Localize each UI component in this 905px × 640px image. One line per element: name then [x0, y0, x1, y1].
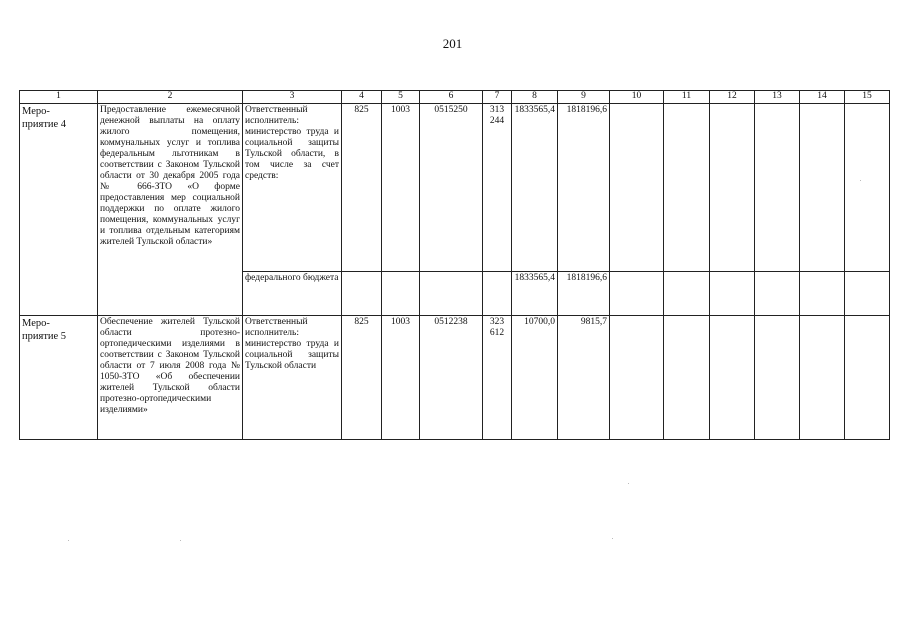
cell-col9: 1818196,6 [558, 104, 610, 272]
cell-col6: 0515250 [420, 104, 483, 272]
cell-col8: 10700,0 [512, 316, 558, 440]
header-cell: 10 [610, 91, 664, 104]
measure-description: Предоставление ежемесячной денежной выплаты на оплату жилого помещения, коммунальных услуг и топлива федеральным льготникам в соответствии с Законом Тульской области от 30 декабря 2005 года № 666-ЗТО «О форме предоставления мер социальной поддержки по оплате жилого помещения, коммунальных услуг и топлива отдельным категориям жителей Тульской области» [98, 104, 243, 316]
cell-col7 [483, 316, 512, 440]
cell-col7-line: 323 [489, 317, 505, 327]
header-cell: 5 [382, 91, 420, 104]
measure-description: Обеспечение жителей Тульской области протезно-ортопедическими изделиями в соответствии с Законом Тульской области от 7 июля 2008 года № 1050-ЗТО «Об обеспечении жителей Тульской области протезно-ортопедическими изделиями» [98, 316, 243, 440]
cell-col8: 1833565,4 [512, 104, 558, 272]
measure-label-line: Меро- [22, 106, 50, 117]
cell-col5 [382, 272, 420, 316]
cell-col12 [710, 104, 755, 272]
cell-col15 [845, 104, 890, 272]
cell-col6 [420, 272, 483, 316]
cell-col12 [710, 316, 755, 440]
header-cell: 12 [710, 91, 755, 104]
header-cell: 1 [20, 91, 98, 104]
scan-speck [860, 180, 861, 181]
cell-col10 [610, 272, 664, 316]
header-cell: 3 [243, 91, 342, 104]
header-cell: 8 [512, 91, 558, 104]
scan-speck [180, 540, 181, 541]
header-cell: 7 [483, 91, 512, 104]
header-cell: 14 [800, 91, 845, 104]
executor-cell: Ответственный исполнитель: министерство труда и социальной защиты Тульской области [243, 316, 342, 440]
scan-speck [612, 538, 613, 539]
cell-col11 [664, 272, 710, 316]
cell-col7-line: 313 [489, 105, 505, 115]
executor-cell: федерального бюджета [243, 272, 342, 316]
cell-col13 [755, 104, 800, 272]
cell-col4 [342, 272, 382, 316]
page-number: 201 [442, 36, 463, 51]
cell-col10 [610, 104, 664, 272]
cell-col14 [800, 272, 845, 316]
cell-col15 [845, 316, 890, 440]
cell-col9: 9815,7 [558, 316, 610, 440]
header-row [20, 91, 890, 104]
cell-col13 [755, 272, 800, 316]
cell-col14 [800, 316, 845, 440]
cell-col4: 825 [342, 316, 382, 440]
cell-col5: 1003 [382, 316, 420, 440]
cell-col8: 1833565,4 [512, 272, 558, 316]
cell-col13 [755, 316, 800, 440]
header-cell: 15 [845, 91, 890, 104]
measure-label-line: Меро- [22, 318, 50, 329]
cell-col4: 825 [342, 104, 382, 272]
header-cell: 13 [755, 91, 800, 104]
cell-col6: 0512238 [420, 316, 483, 440]
cell-col11 [664, 104, 710, 272]
header-cell: 9 [558, 91, 610, 104]
cell-col14 [800, 104, 845, 272]
measure-label-line: приятие 4 [22, 119, 67, 130]
header-cell: 11 [664, 91, 710, 104]
cell-col12 [710, 272, 755, 316]
cell-col7 [483, 272, 512, 316]
cell-col7 [483, 104, 512, 272]
cell-col7-line: 244 [489, 116, 505, 126]
cell-col7-line: 612 [489, 328, 505, 338]
cell-col5: 1003 [382, 104, 420, 272]
measure-label [20, 104, 98, 316]
executor-cell: Ответственный исполнитель: министерство труда и социальной защиты Тульской области, в том числе за счет средств: [243, 104, 342, 272]
table-row [20, 104, 890, 272]
scan-speck [68, 540, 69, 541]
cell-col10 [610, 316, 664, 440]
budget-table [19, 90, 890, 440]
table-row [20, 316, 890, 440]
cell-col11 [664, 316, 710, 440]
header-cell: 6 [420, 91, 483, 104]
measure-label [20, 316, 98, 440]
measure-label-line: приятие 5 [22, 331, 67, 342]
header-cell: 4 [342, 91, 382, 104]
cell-col15 [845, 272, 890, 316]
cell-col9: 1818196,6 [558, 272, 610, 316]
header-cell: 2 [98, 91, 243, 104]
scan-speck [628, 483, 629, 484]
